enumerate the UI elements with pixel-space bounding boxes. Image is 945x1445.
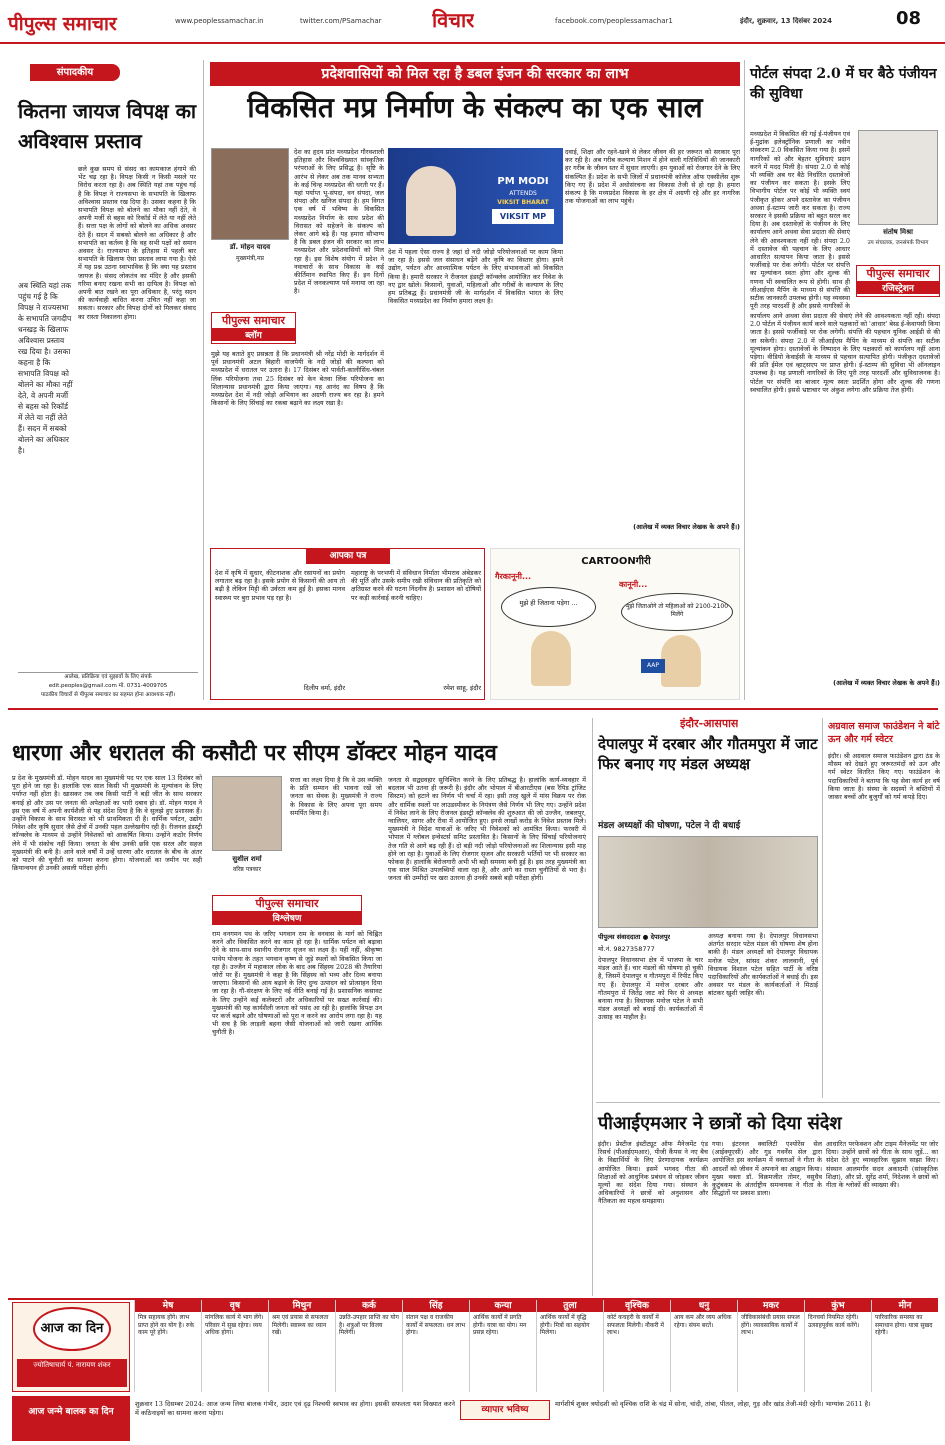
pm-modi-photo [388, 148, 563, 244]
horoscope-sign [402, 1300, 469, 1392]
analysis-logo: पीपुल्स समाचार [255, 897, 319, 910]
horoscope-sign-name: मीन [872, 1300, 938, 1312]
horoscope-sign [603, 1300, 670, 1392]
local-photo-caption: पीपुल्स संवाददाता ● देपालपुर [598, 933, 671, 941]
horoscope-title: आज का दिन [33, 1307, 111, 1351]
blog-badge [211, 312, 296, 344]
horoscope-sign [536, 1300, 603, 1392]
pimr-body-3: आधारित परफेक्शन और टाइम मैनेजमेंट पर जोर दिया। उन्होंने छात्रों को गीता के साथ जुड़ें... का संदेश देते हुए व्यावहारिक सुझाव साझा किए। संस्थान आलमगीर सदन अकादमी (सांस्कृतिक शिक्षा), और प्रो. सुरेंद्र शर्मा, निदेशक ने छात्रों को गीता के श्लोकों की व्याख्या की। [826, 1140, 938, 1190]
twitter-link[interactable]: twitter.com/PSamachar [300, 17, 382, 25]
right-author-photo [858, 130, 938, 225]
cartoon-label-right: कानूनी... [619, 580, 648, 589]
analysis-badge [212, 895, 362, 925]
horoscope-sign-text: आर्थिक कार्यों में वृद्धि होगी। मित्रों का सहयोग मिलेगा। [540, 1314, 590, 1336]
horoscope-sign-text: आय कम और व्यय अधिक रहेगा। संयम बरतें। [674, 1314, 732, 1329]
editorial-contact: आलेख, प्रतिक्रिया एवं सुझावों के लिए संपर्क [64, 674, 152, 680]
letters-label: आपका पत्र [306, 548, 390, 564]
pm-badge-2: ATTENDS [509, 190, 537, 197]
local-body-2: अध्यक्ष बनाया गया है। देपालपुर विधानसभा अंतर्गत सरदार पटेल मंडल की घोषणा शेष होना बाकी है। मंडल अध्यक्षों को देपालपुर विधायक मनोज पटेल, सांसद शंकर लालवानी, पूर्व विधायक विशाल पटेल सहित पार्टी के वरिष्ठ पदाधिकारियों और कार्यकर्ताओं ने बधाई दी। इस अवसर पर मंडल के कार्यकर्ताओं ने मिठाई बांटकर खुशी जाहिर की। [708, 932, 818, 998]
registration-badge [856, 265, 940, 297]
local-body-1: देपालपुर विधानसभा क्षेत्र में भाजपा के चार मंडल आते हैं। चार मंडलों की घोषणा हो चुकी है, जिसमें देपालपुर व गौतमपुरा में रिपीट किए गए हैं। देपालपुर में मनोज दरबार और गौतमपुरा में जितेंद्र जाट को फिर से अध्यक्ष बनाया गया है। विधायक मनोज पटेल ने सभी मंडल अध्यक्षों को बधाई दी। कार्यकर्ताओं में उत्साह का माहौल है। [598, 956, 703, 1022]
horoscope-sign-name: धनु [671, 1300, 737, 1312]
horoscope-sign [469, 1300, 536, 1392]
right-author: संतोष मिश्रा [883, 228, 913, 236]
horoscope-sign-text: मित्र सहायक होंगे। लाभ प्राप्त होने का योग है। रुके काम पूरे होंगे। [138, 1314, 195, 1336]
editorial-label: संपादकीय [30, 64, 120, 81]
agrawal-body: इंदौर। श्री अग्रवाल समाज फाउंडेशन द्वारा ठंड के मौसम को देखते हुए जरूरतमंदों को ऊन और गर्म स्वेटर वितरित किए गए। फाउंडेशन के पदाधिकारियों ने बताया कि यह सेवा कार्य हर वर्ष किया जाता है। संस्था के सदस्यों ने बस्तियों में जाकर बच्चों और बुजुर्गों को गर्म कपड़े दिए। [828, 752, 940, 802]
lead-body-3: दवाई, शिक्षा और रहने-खाने से लेकर जीवन की हर जरूरत को सरकार पूरा कर रही है। अब गरीब कल्याण मिशन में होने वाली गतिविधियों की जानकारी हर गरीब के जीवन स्तर में सुधार लाएगी। हम युवाओं को रोजगार देने के लिए संकल्पित हैं। प्रदेश के सभी जिलों में प्रधानमंत्री कॉलेज ऑफ एक्सीलेंस शुरू किए गए हैं। प्रदेश में अधोसंरचना का विकास तेजी से हो रहा है। हमारा संकल्प है कि मध्यप्रदेश विकास के हर क्षेत्र में अग्रणी रहे और हर नागरिक तक योजनाओं का लाभ पहुंचे। [565, 148, 740, 206]
pm-badge-3: VIKSIT BHARAT [497, 199, 549, 206]
pimr-body-1: इंदौर। प्रेस्टीज इंस्टीट्यूट ऑफ मैनेजमेंट एंड रिसर्च (पीआईएमआर), पीजी कैंपस ने नए बैच के विद्यार्थियों के लिए प्रेरणादायक कार्यक्रम आयोजित किया। इसमें भगवद गीता की शिक्षाओं को आधुनिक प्रबंधन से जोड़कर जीवन मूल्यों का संदेश दिया गया। संस्थान के अधिकारियों ने छात्रों को अनुशासन और नैतिकता का महत्व समझाया। [598, 1140, 708, 1206]
bottom-body-2: राम वनगमन पथ के जरिए भगवान राम के वनवास के मार्ग को चिह्नित करने और विकसित करने का काम हो रहा है। धार्मिक पर्यटन को बढ़ावा देने के साथ-साथ स्थानीय रोजगार सृजन का लक्ष्य है। यहीं नहीं, श्रीकृष्ण पाथेय योजना के तहत भगवान कृष्ण से जुड़े स्थलों को विकसित किया जा रहा है। उज्जैन में महाकाल लोक के बाद अब सिंहस्थ 2028 की तैयारियां जोरों पर हैं। मुख्यमंत्री ने कहा है कि सिंहस्थ को भव्य और दिव्य बनाया जाएगा। किसानों की आय बढ़ाने के लिए दुग्ध उत्पादन को प्रोत्साहन दिया जा रहा है। गौ-संरक्षण के लिए नई नीति बनाई गई है। प्रशासनिक कसावट के लिए उन्होंने कई कलेक्टरों और अधिकारियों पर सख्त कार्रवाई की। मुख्यमंत्री की यह कार्यशैली जनता को पसंद आ रही है। हालांकि विपक्ष उन पर कर्ज बढ़ाने और घोषणाओं को पूरा न करने का आरोप लगा रहा है। यह भी सच है कि लाड़ली बहना जैसी योजनाओं को जारी रखना आर्थिक चुनौती है। [212, 930, 382, 1037]
birth-text: शुक्रवार 13 दिसम्बर 2024: आज जन्म लिया बालक गंभीर, उदार एवं दृढ़ निश्चयी स्वभाव का होगा। इसकी सफलता यश विख्यात करने में कठिनाइयों का सामना करना पड़ेगा। [135, 1400, 455, 1417]
horoscope-sign-name: कर्क [336, 1300, 402, 1312]
horoscope-sign-name: वृश्चिक [604, 1300, 670, 1312]
date-line: इंदौर, शुक्रवार, 13 दिसंबर 2024 [740, 17, 832, 25]
local-subtitle: मंडल अध्यक्षों की घोषणा, पटेल ने दी बधाई [598, 821, 741, 831]
cartoon-title: CARTOONगीरी [581, 556, 651, 567]
horoscope-sign-name: मेष [135, 1300, 201, 1312]
horoscope-sign-text: संतान पक्ष व राजकीय कार्यों में सफलता। धन लाभ होगा। [406, 1314, 466, 1336]
bottom-author: सुशील शर्मा [232, 855, 262, 863]
horoscope-sign-text: मांगलिक कार्य में भाग लेंगे। परिवार में सुख रहेगा। व्यय अधिक होगा। [205, 1314, 264, 1336]
right-body-1: मध्यप्रदेश में विकसित की गई ई-पंजीयन एवं ई-मुद्रांक इलेक्ट्रॉनिक प्रणाली का नवीन संस्करण 2.0 विकसित किया गया है। इसमें नागरिकों को और बेहतर सुविधाएं प्रदान करने में मदद मिली है। संपदा 2.0 से कोई भी व्यक्ति अब घर बैठे निर्धारित दस्तावेजों का पंजीयन कर सकता है। इसके लिए विभागीय पोर्टल पर कोई भी व्यक्ति स्वयं पंजीकृत होकर अपने दस्तावेज का पंजीयन अथवा ई-स्टाम्प जारी कर सकता है। राज्य सरकार ने इसकी प्रक्रिया को बहुत सरल कर दिया है। अब दस्तावेज़ों के पंजीयन के लिए कार्यालय आने अथवा सेवा प्रदाता की सेवाएं लेने की आवश्यकता नहीं रही। संपदा 2.0 में दस्तावेज की पहचान के लिए आधार आधारित सत्यापन किया जाता है। इससे फर्जीवाड़े पर रोक लगेगी। पोर्टल पर संपत्ति का मूल्यांकन स्वतः होगा और शुल्क की गणना भी स्वचालित रूप से होगी। साथ ही जीआईएस मैपिंग के माध्यम से संपत्ति की सटीक जानकारी उपलब्ध होगी। यह व्यवस्था पूरी तरह पारदर्शी है और इससे नागरिकों के [750, 130, 850, 310]
horoscope-sign [871, 1300, 938, 1392]
lead-author-role: मुख्यमंत्री,मप्र [236, 255, 264, 262]
analysis-label: विश्लेषण [213, 911, 361, 924]
letter-2-text: महाराष्ट्र के परभणी में संविधान निर्माता भीमराव अंबेडकर की मूर्ति और उसके समीप रखी संविधान की प्रतिकृति को क्षतिग्रस्त करने की घटना निंदनीय है। प्रशासन को दोषियों पर कड़ी कार्रवाई करनी चाहिए। [351, 569, 481, 602]
registration-logo: पीपुल्स समाचार [866, 267, 930, 280]
cartoon-bubble-left: मुझे ही जिताना पड़ेगा ... [501, 587, 596, 627]
horoscope-sign [335, 1300, 402, 1392]
pimr-body-2: गया। इंटरनल क्वालिटी एश्योरेंस सेल (आईक्यूएसी) और गुड गवर्नेंस सेल द्वारा आयोजित इस कार्यक्रम में वक्ताओं ने गीता के आदर्शों को जीवन में अपनाने का आह्वान किया। मुख्य वक्ता डॉ. विक्रमजीत तोमर, वसुधैव कुटुंबकम के अंतर्राष्ट्रीय समन्वयक ने गीता के सिद्धांतों पर प्रकाश डाला। [712, 1140, 822, 1198]
facebook-link[interactable]: facebook.com/peoplessamachar1 [555, 17, 673, 25]
bottom-author-photo [212, 776, 282, 851]
horoscope-sign-name: वृष [202, 1300, 268, 1312]
registration-label: रजिस्ट्रेशन [857, 281, 939, 294]
editorial-email[interactable]: edit.peoples@gmail.com मो. 0731-4009705 [48, 683, 168, 689]
horoscope-sign [670, 1300, 737, 1392]
local-title: देपालपुर में दरबार और गौतमपुरा में जाट फिर बनाए गए मंडल अध्यक्ष [598, 735, 818, 773]
lead-title: विकसित मप्र निर्माण के संकल्प का एक साल [247, 91, 703, 124]
right-author-role: उप संचालक, जनसंपर्क विभाग [867, 240, 929, 246]
letter-1-text: देश में कृषि में सुधार, कीटनाशक और रसायनों का प्रयोग लगातार बढ़ रहा है। इसके प्रयोग से किसानों की आय तो बढ़ी है लेकिन मिट्टी की उर्वरता कम हुई है। इसका मानव स्वास्थ्य पर बुरा प्रभाव पड़ रहा है। [215, 569, 345, 602]
birth-label: आज जन्मे बालक का दिन [12, 1396, 130, 1441]
right-title: पोर्टल संपदा 2.0 में घर बैठे पंजीयन की सुविधा [750, 66, 937, 102]
horoscope-sign [804, 1300, 871, 1392]
horoscope-sign-text: दिनचर्या नियमित रहेगी। उत्साहपूर्वक कार्य करेंगे। [808, 1314, 860, 1329]
bottom-body-2a: सत्ता का लक्ष्य दिया है कि वे उस व्यक्ति के प्रति सम्मान की भावना रखें जो जनता का सेवक है। मुख्यमंत्री ने राज्य के विकास के लिए अपना पूरा समय समर्पित किया है। [290, 776, 382, 817]
blog-logo: पीपुल्स समाचार [222, 314, 285, 327]
cartoon-label-left: गैरकानूनी... [495, 572, 532, 581]
trade-text: मार्गशीर्ष शुक्ल त्रयोदशी को वृश्चिक राशि के चंद्र में सोना, चांदी, तांबा, पीतल, लोहा, गुड़ और खांड तेजी-मंदी रहेगी। भाग्यांक 2611 है। [555, 1400, 871, 1408]
cartoon-figure-right [661, 635, 701, 687]
horoscope-sign-name: मिथुन [269, 1300, 335, 1312]
pimr-title: पीआईएमआर ने छात्रों को दिया संदेश [598, 1113, 842, 1134]
horoscope-sign-name: सिंह [403, 1300, 469, 1312]
editorial-body: छले कुछ समय से संसद का कामकाज हंगामे की भेंट चढ़ रहा है। विपक्ष किसी न किसी मसले पर विरोध करता रहा है। अब स्थिति यहां तक पहुंच गई है कि विपक्ष ने राज्यसभा के सभापति के खिलाफ अविश्वास प्रस्ताव रख दिया है। उसका कहना है कि सभापति विपक्ष को बोलने का मौका नहीं देते, वे अपनी मर्जी से बहस को रिकॉर्ड में लेते या नहीं लेते हैं। सत्ता पक्ष के लोगों को बोलने का अधिक अवसर देते हैं। सदन में सबको बोलने का अधिकार है और सभापति का कर्तव्य है कि वह सभी पक्षों को समान अवसर दे। राज्यसभा के इतिहास में पहली बार सभापति के खिलाफ ऐसा प्रस्ताव लाया गया है। ऐसे में यह प्रश्न उठना स्वाभाविक है कि क्या यह प्रस्ताव जायज है। संसद लोकतंत्र का मंदिर है और इसकी गरिमा बनाए रखना सभी का दायित्व है। विपक्ष को अपनी बात रखने का पूरा अधिकार है, परंतु सदन की कार्यवाही बाधित करना उचित नहीं कहा जा सकता। सरकार और विपक्ष दोनों को मिलकर संवाद का रास्ता निकालना होगा। [78, 165, 196, 321]
local-section-label: इंदौर-आसपास [680, 717, 739, 730]
blog-label: ब्लॉग [212, 328, 295, 341]
newspaper-logo: पीपुल्स समाचार [8, 13, 117, 35]
horoscope-sign-text: श्रम एवं प्रयास से सफलता मिलेगी। स्वास्थ्य का ध्यान रखें। [272, 1314, 329, 1336]
horoscope-sign [737, 1300, 804, 1392]
lead-author: डॉ. मोहन यादव [229, 243, 271, 251]
cartoon [490, 548, 740, 700]
lead-body-2: देश में पहला ऐसा राज्य है जहां दो नदी जोड़ो परियोजनाओं पर काम किया जा रहा है। इससे जल संसाधन बढ़ेंगे और कृषि का विस्तार होगा। हमने उद्योग, पर्यटन और आध्यात्मिक पर्यटन के लिए संभावनाओं को विकसित किया है। हमारी सरकार ने रीजनल इंडस्ट्री कॉन्क्लेव आयोजित कर निवेश के नए द्वार खोले। किसानों, युवाओं, महिलाओं और गरीबों के कल्याण के लिए हम प्रतिबद्ध हैं। प्रधानमंत्री जी के मार्गदर्शन में विकसित भारत के लिए विकसित मध्यप्रदेश का निर्माण हमारा लक्ष्य है। [388, 248, 563, 306]
cartoon-figure-left [531, 631, 571, 686]
lead-body-1b: मुझे यह बताते हुए प्रसन्नता है कि प्रधानमंत्री श्री नरेंद्र मोदी के मार्गदर्शन में पूर्व प्रधानमंत्री अटल बिहारी वाजपेयी के नदी जोड़ो की कल्पना को मध्यप्रदेश में धरातल पर उतारा है। 17 दिसंबर को पार्वती-कालीसिंध-चंबल लिंक परियोजना तथा 25 दिसंबर को केन बेतवा लिंक परियोजना का शिलान्यास प्रधानमंत्री द्वारा किया जाएगा। यह आनंद का विषय है कि मध्यप्रदेश देश में नदी जोड़ो अभियान का अग्रणी राज्य बन रहा है। हमने किसानों के लिए सिंचाई का रकबा बढ़ाने का लक्ष्य रखा है। [211, 350, 384, 408]
horoscope-sign-text: उन्नति-उपहार प्राप्ति का योग है। शत्रुओं पर विजय मिलेगी। [339, 1314, 399, 1336]
letters-box [210, 548, 485, 700]
horoscope-sign-name: कन्या [470, 1300, 536, 1312]
editorial-title: कितना जायज विपक्ष का अविश्वास प्रस्ताव [18, 99, 197, 153]
horoscope-astrologer: ज्योतिषाचार्य पं. नारायण शंकर [17, 1359, 127, 1387]
bottom-author-role: वरिष्ठ पत्रकार [232, 866, 262, 873]
bottom-body-1: प्र देश के मुख्यमंत्री डॉ. मोहन यादव का मुख्यमंत्री पद पर एक साल 13 दिसंबर को पूरा होने जा रहा है। हालांकि एक साल किसी भी मुख्यमंत्री के मूल्यांकन के लिए पर्याप्त नहीं होता है। खासकर तब जब किसी पार्टी ने बड़ी जीत के साथ सरकार बनाई हो और उस पर जनता की अपेक्षाओं का भारी दबाव हो। डॉ. मोहन यादव ने इस एक वर्ष में अपनी कार्यशैली से यह संदेश दिया है कि वे सुलझे हुए प्रशासक हैं। उन्होंने विकास के साथ विरासत को भी प्राथमिकता दी है। धार्मिक पर्यटन, उद्योग निवेश और कृषि सुधार जैसे क्षेत्रों में उनकी पहल उल्लेखनीय रही है। रीजनल इंडस्ट्री कॉन्क्लेव के माध्यम से उन्होंने निवेशकों को आकर्षित किया। उन्होंने कठोर निर्णय लेने में भी संकोच नहीं किया। जनता के बीच उनकी छवि एक सरल और सहज मुख्यमंत्री की बनी है। आने वाले वर्षों में उन्हें धारणा और धरातल के बीच के अंतर को पाटने की चुनौती का सामना करना होगा। योजनाओं का जमीन पर सही क्रियान्वयन ही उनकी असली परीक्षा होगी। [12, 774, 202, 873]
horoscope-sign [134, 1300, 201, 1392]
pm-badge: PM MODI [497, 176, 549, 187]
horoscope-sign [201, 1300, 268, 1392]
local-phone: मो.नं. 9827358777 [598, 945, 655, 953]
editorial-pullquote: अब स्थिति यहां तक पहुंच गई है कि विपक्ष ने राज्यसभा के सभापति जगदीप धनखड़ के खिलाफ अविश्वास प्रस्ताव रख दिया है। उसका कहना है कि सभापति विपक्ष को बोलने का मौका नहीं देते, वे अपनी मर्जी से बहस को रिकॉर्ड में लेते या नहीं लेते हैं। सदन में सबको बोलने का अधिकार है। [18, 281, 73, 455]
agrawal-title: अग्रवाल समाज फाउंडेशन ने बांटे ऊन और गर्म स्वेटर [828, 721, 940, 745]
website-link[interactable]: www.peoplessamachar.in [175, 17, 264, 25]
letter-1-sign: दिलीप वर्मा, इंदौर [303, 684, 345, 692]
bottom-body-3: जनता से सद्व्यवहार सुनिश्चित करने के लिए प्रतिबद्ध है। हालांकि कार्य-व्यवहार में बदलाव भी उतना ही जरूरी है। इंदौर और भोपाल में बीआरटीएस (बस रैपिड ट्रांजिट सिस्टम) को हटाने का निर्णय भी चर्चा में रहा। इसी तरह खुले में मांस विक्रय पर रोक और धार्मिक स्थलों पर लाउडस्पीकर के नियंत्रण जैसे निर्णय भी लिए गए। उन्होंने प्रदेश में निवेश लाने के लिए रीजनल इंडस्ट्री कॉन्क्लेव की शुरुआत की जो उज्जैन, जबलपुर, ग्वालियर, सागर और रीवा में आयोजित हुए। इनसे लाखों करोड़ के निवेश प्रस्ताव मिले। मुख्यमंत्री ने विदेश यात्राओं के जरिए भी निवेशकों को आमंत्रित किया। फरवरी में भोपाल में ग्लोबल इन्वेस्टर्स समिट प्रस्तावित है। किसानों के लिए सिंचाई परियोजनाएं तेज गति से आगे बढ़ रही हैं। दो बड़ी नदी जोड़ो परियोजनाओं का शिलान्यास इसी माह होने जा रहा है। युवाओं के लिए रोजगार सृजन और सरकारी भर्तियों पर भी सरकार का फोकस है। हालांकि बेरोजगारी अभी भी बड़ी समस्या बनी हुई है। इस तरह मुख्यमंत्री का एक साल मिश्रित उपलब्धियों वाला रहा है, और आगे का रास्ता चुनौतियों से भरा है। जनता की उम्मीदों पर खरा उतरना ही उनकी सबसे बड़ी परीक्षा होगी। [388, 776, 586, 883]
bottom-title: धारणा और धरातल की कसौटी पर सीएम डॉक्टर मोहन यादव [12, 740, 497, 766]
horoscope-header [12, 1302, 130, 1392]
horoscope-sign-text: जीविकासंबंधी प्रयास सफल होंगे। व्यावसायिक कार्यों में लाभ। [741, 1314, 800, 1336]
horoscope-sign-text: कोर्ट कचहरी के कार्यों में सफलता मिलेगी। नौकरी में लाभ। [607, 1314, 664, 1336]
trade-label: व्यापार भविष्य [460, 1400, 550, 1420]
author-photo [211, 148, 289, 240]
horoscope-sign-text: पारिवारिक समस्या का समाधान होगा। यात्रा सुखद रहेगी। [875, 1314, 933, 1336]
page-number: 08 [896, 8, 922, 29]
pm-badge-4: VIKSIT MP [492, 209, 554, 224]
right-body-2: कार्यालय आने अथवा सेवा प्रदाता की सेवाएं लेने की आवश्यकता नहीं रही। संपदा 2.0 पोर्टल में पंजीयन कार्य करने वाले पक्षकारों को 'आधार' बेस्ड ई-केवायसी किया जाता है। इससे फर्जीवाड़े पर रोक लगेगी। संपत्ति की पहचान यूनिक आईडी से की जा सकेगी। संपदा 2.0 में जीआईएस मैपिंग के माध्यम से संपत्ति का सटीक मूल्यांकन होगा। दस्तावेजों के निष्पादन के लिए पक्षकारों को कार्यालय नहीं आना पड़ेगा। वीडियो केवाईसी के माध्यम से पहचान सत्यापित होगी। पंजीकृत दस्तावेजों की प्रति ईमेल एवं व्हाट्सएप पर प्राप्त होगी। ई-स्टाम्प की सुविधा भी ऑनलाइन उपलब्ध है। यह प्रणाली नागरिकों के लिए पूरी तरह पारदर्शी और सुविधाजनक है। पोर्टल पर संपत्ति का बाजार मूल्य स्वतः प्रदर्शित होगा और शुल्क की गणना स्वचालित होगी। इससे भ्रष्टाचार पर अंकुश लगेगा और प्रक्रिया तेज होगी। [750, 312, 940, 394]
lead-kicker: प्रदेशवासियों को मिल रहा है डबल इंजन की सरकार का लाभ [210, 62, 740, 86]
section-title: विचार [432, 8, 475, 32]
cartoon-bubble-right: मुझे जिताओगे तो महिलाओं को 2100-2100 मिलेंगे [621, 593, 733, 631]
horoscope-sign-name: तुला [537, 1300, 603, 1312]
horoscope-sign-text: आर्थिक कार्यों में प्रगति होगी। यात्रा का योग। मन प्रसन्न रहेगा। [473, 1314, 527, 1336]
lead-body-1: देश का हृदय प्रांत मध्यप्रदेश गौरवशाली इतिहास और विश्वविख्यात सांस्कृतिक परंपराओं के लिए प्रसिद्ध है। सृष्टि के आरंभ से लेकर अब तक मानव सभ्यता के कई चिन्ह मध्यप्रदेश की धरती पर हैं। यहां पर्याप्त भू-संपदा, वन संपदा, जल संपदा और खनिज संपदा है। हम विगत एक वर्ष में भविष्य के विकसित मध्यप्रदेश निर्माण के साथ प्रदेश की विरासत को सहेजने के संकल्प को लेकर आगे बढ़े हैं। यह हमारा सौभाग्य है कि डबल इंजन की सरकार का लाभ मध्यप्रदेश और प्रदेशवासियों को मिल रहा है। इस विशेष संयोग में प्रदेश ने नवाचारों के साथ विकास के कई कीर्तिमान स्थापित किए हैं। इन दिनों प्रदेश में जनकल्याण पर्व मनाया जा रहा है। [294, 148, 384, 296]
editorial-disclaimer: पाठकीय विचारों से पीपुल्स समाचार का सहमत होना आवश्यक नहीं। [40, 692, 176, 698]
horoscope-sign-name: मकर [738, 1300, 804, 1312]
local-photo [598, 836, 818, 928]
cartoon-sign: AAP [641, 659, 665, 673]
masthead [0, 0, 945, 44]
lead-footnote: (आलेख में व्यक्त विचार लेखक के अपने हैं।) [633, 523, 740, 531]
letter-2-sign: रमेश साहू, इंदौर [443, 684, 481, 692]
horoscope-sign [268, 1300, 335, 1392]
horoscope-sign-name: कुंभ [805, 1300, 871, 1312]
right-footnote: (आलेख में व्यक्त विचार लेखक के अपने हैं।) [833, 679, 940, 687]
